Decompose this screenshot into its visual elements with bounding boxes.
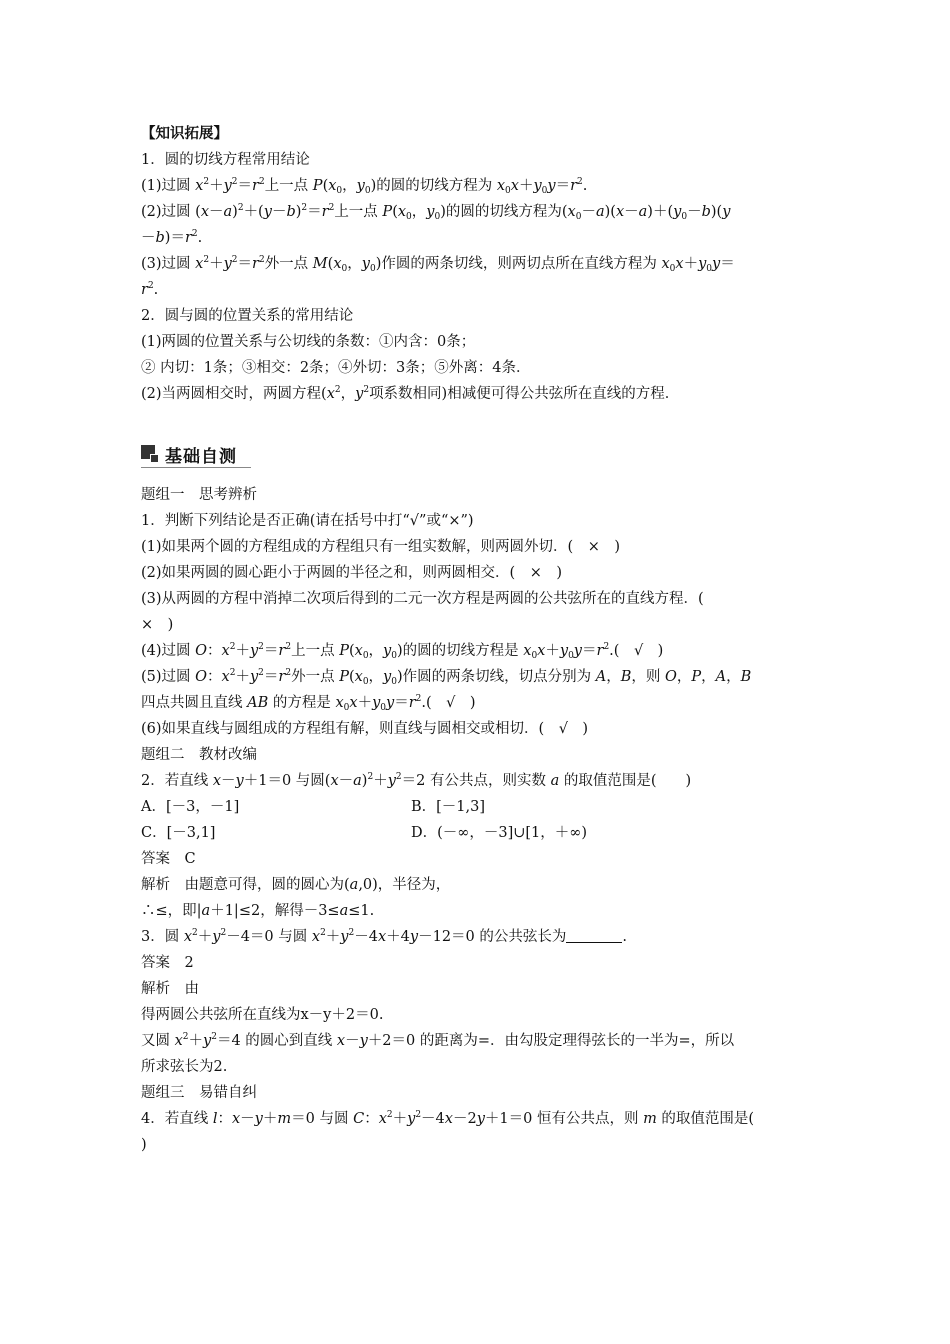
- question-4-cont: ): [141, 1137, 147, 1153]
- section-underline: [141, 467, 251, 468]
- question-4: 4．若直线 l：x－y＋m＝0 与圆 C：$x^2+y^2-4x-2y+1=0$ 恒有公共点，则 m 的取值范围是(: [141, 1110, 755, 1127]
- group3-title: 题组三 易错自纠: [141, 1085, 257, 1101]
- section-heading: [141, 440, 237, 468]
- options-row-1: [141, 794, 813, 820]
- knowledge-expansion: [141, 121, 813, 407]
- item1-title: 1．圆的切线方程常用结论: [141, 152, 310, 168]
- item1-line2b: $-b)=r^2$.: [141, 229, 203, 246]
- solution-2-cont: ∴≤，即|a＋1|≤2，解得－3≤a≤1.: [141, 903, 375, 919]
- item1-line3b: $r^2$.: [141, 281, 159, 298]
- item2-line1: (1)两圆的位置关系与公切线的条数：①内含：0条；: [141, 334, 476, 350]
- statement-5-cont: 四点共圆且直线 AB 的方程是 $x_0x+y_0y=r^2$.( √ ): [141, 694, 476, 713]
- solution-3-line3: 又圆 $x^2+y^2=4$ 的圆心到直线 x－y＋2＝0 的距离为=．由勾股定理得弦长的一半为=，所以: [141, 1032, 735, 1049]
- section-square-icon: [141, 445, 159, 463]
- expansion-header: 【知识拓展】: [141, 125, 228, 142]
- statement-6: (6)如果直线与圆组成的方程组有解，则直线与圆相交或相切．( √ ): [141, 721, 589, 737]
- item1-line1: (1)过圆 $x^2+y^2=r^2$上一点 $P(x_0$，$y_0$)的圆的切线方程为 $x_0x+y_0y=r^2$.: [141, 177, 588, 196]
- statement-3: (3)从两圆的方程中消掉二次项后得到的二元一次方程是两圆的公共弦所在的直线方程．(: [141, 591, 704, 607]
- item1-line3: (3)过圆 $x^2+y^2=r^2$外一点 $M(x_0$，$y_0$)作圆的两条切线，则两切点所在直线方程为 $x_0x+y_0y=$: [141, 255, 735, 274]
- option-c: C．[－3,1]: [141, 825, 216, 841]
- statement-3-cont: × ): [141, 617, 174, 633]
- option-d: D．(－∞，－3]∪[1，＋∞): [411, 825, 588, 841]
- solution-3-line4: 所求弦长为2.: [141, 1059, 228, 1075]
- statement-4: (4)过圆 O：$x^2+y^2=r^2$上一点 $P(x_0$，$y_0$)的圆的切线方程是 $x_0x+y_0y=r^2$.( √ ): [141, 642, 664, 661]
- option-a: A．[－3，－1]: [141, 799, 240, 815]
- solution-3-line2: 得两圆公共弦所在直线为x－y＋2＝0.: [141, 1007, 384, 1023]
- answer-3: 答案 2: [141, 955, 194, 971]
- item2-line3: (2)当两圆相交时，两圆方程($x^2$，$y^2$项系数相同)相减便可得公共弦所在直线的方程．: [141, 385, 680, 402]
- question-1: 1．判断下列结论是否正确(请在括号中打“√”或“×”): [141, 513, 474, 529]
- section-title: 基础自测: [165, 446, 237, 467]
- answer-blank: [566, 928, 622, 943]
- solution-2: 解析 由题意可得，圆的圆心为(a,0)，半径为，: [141, 877, 451, 893]
- statement-2: (2)如果两圆的圆心距小于两圆的半径之和，则两圆相交．( × ): [141, 565, 563, 581]
- option-b: B．[－1,3]: [411, 799, 486, 815]
- question-3: 3．圆 $x^2+y^2-4=0$ 与圆 $x^2+y^2-4x+4y-12=0$ 的公共弦长为 .: [141, 928, 627, 945]
- item1-line2: (2)过圆 $(x-a)^2+(y-b)^2=r^2$上一点 $P(x_0$，$y_0$)的圆的切线方程为$(x_0-a)(x-a)+(y_0-b)(y$: [141, 203, 731, 222]
- group2-title: 题组二 教材改编: [141, 747, 257, 763]
- item2-title: 2．圆与圆的位置关系的常用结论: [141, 308, 354, 324]
- statement-1: (1)如果两个圆的方程组成的方程组只有一组实数解，则两圆外切．( × ): [141, 539, 620, 555]
- group1-title: 题组一 思考辨析: [141, 487, 257, 503]
- options-row-2: [141, 820, 813, 846]
- self-test-body: [141, 482, 813, 1158]
- question-2: 2．若直线 x－y＋1＝0 与圆$(x-a)^2+y^2=2$ 有公共点，则实数 a 的取值范围是( ): [141, 772, 692, 789]
- statement-5: (5)过圆 O：$x^2+y^2=r^2$外一点 $P(x_0$，$y_0$)作圆的两条切线，切点分别为 A，B，则 O，P，A，B: [141, 668, 752, 687]
- solution-3: 解析 由: [141, 981, 199, 997]
- item2-line2: ② 内切：1条；③相交：2条；④外切：3条；⑤外离：4条．: [141, 360, 531, 376]
- answer-2: 答案 C: [141, 851, 196, 867]
